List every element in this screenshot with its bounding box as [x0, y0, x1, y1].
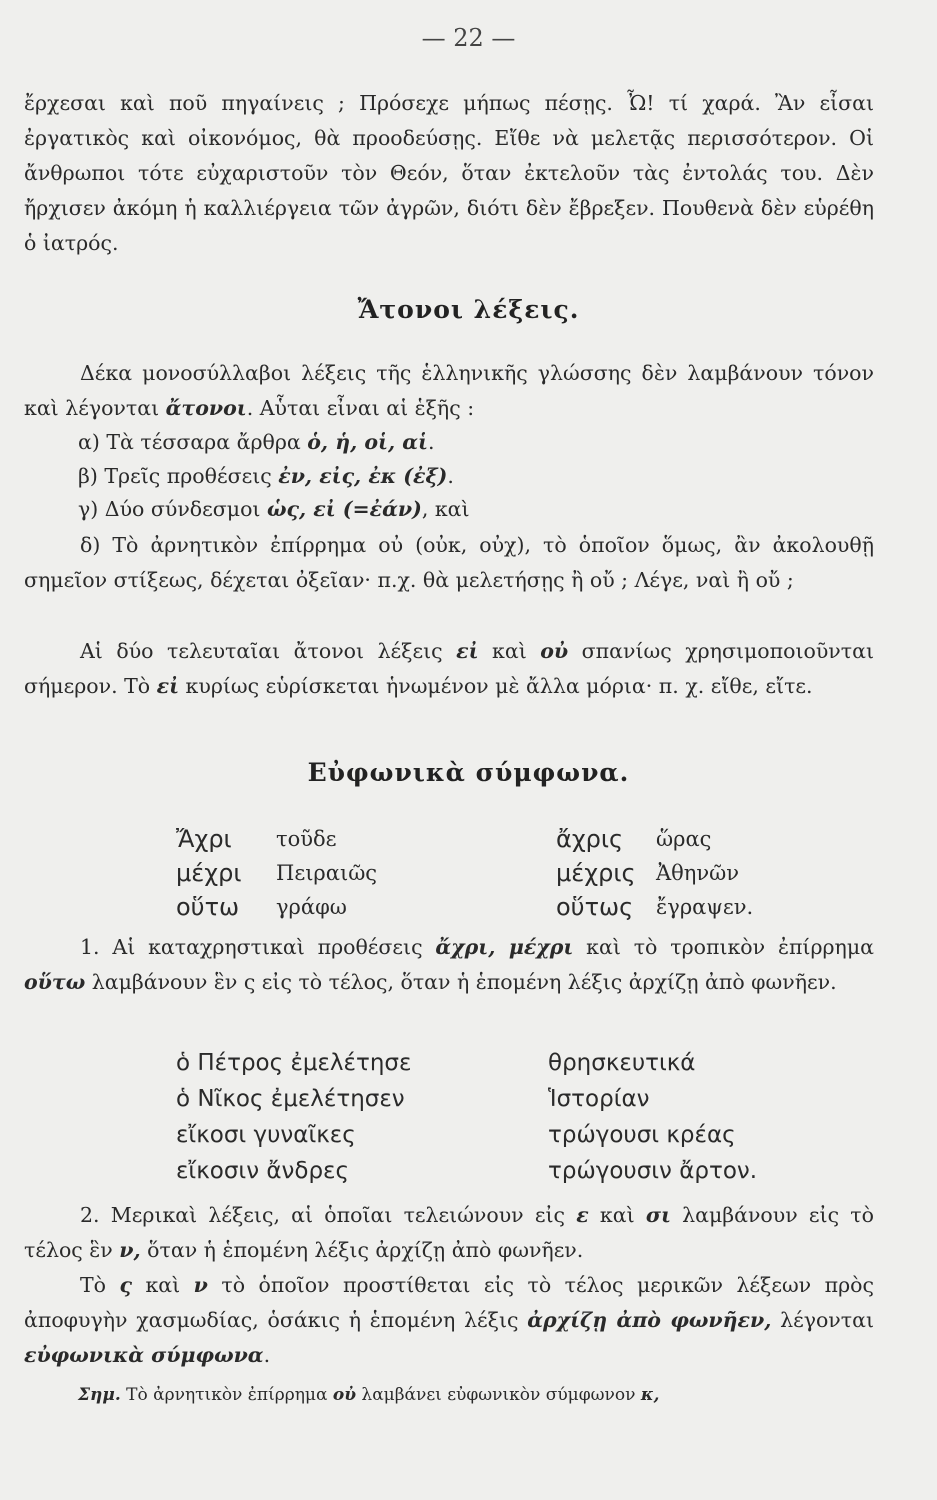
paragraph-4: [24, 930, 874, 1000]
term: ἐν, εἰς, ἐκ (ἐξ): [278, 463, 448, 488]
example-cell: εἴκοσι γυναῖκες: [176, 1122, 356, 1148]
heading-atonoi: Ἄτονοι λέξεις.: [357, 295, 580, 324]
text: Δέκα μονοσύλλαβοι λέξεις τῆς ἑλληνικῆς γλώσσης δὲν λαμβάνουν τόνον καὶ λέγονται: [24, 361, 874, 420]
text: .: [263, 1343, 271, 1367]
text: καὶ: [588, 1203, 646, 1227]
term: οὕτω: [24, 970, 86, 994]
text: , καὶ: [421, 497, 470, 521]
term: σι: [645, 1203, 671, 1227]
table-row: [176, 822, 876, 856]
term: ἄχρι, μέχρι: [435, 935, 574, 959]
term: κ,: [640, 1385, 660, 1405]
text: κυρίως εὑρίσκεται ἡνωμένον μὲ ἄλλα μόρια· π. χ. εἴθε, εἴτε.: [179, 674, 813, 698]
table-cell: ἄχρις: [556, 825, 624, 853]
table-cell: γράφω: [276, 895, 347, 919]
example-row: [176, 1117, 876, 1153]
example-cell: εἴκοσιν ἄνδρες: [176, 1158, 349, 1184]
heading-euphonika: Εὐφωνικὰ σύμφωνα.: [307, 758, 630, 787]
table-cell: οὕτως: [556, 893, 634, 921]
table-row: [176, 856, 876, 890]
paragraph-1: ἔρχεσαι καὶ ποῦ πηγαίνεις ; Πρόσεχε μήπως πέσῃς. Ὦ! τί χαρά. Ἂν εἶσαι ἐργατικὸς καὶ οἰκονόμος, θὰ προοδεύσῃς. Εἴθε νὰ μελετᾷς περισσότερον. Οἱ ἄνθρωποι τότε εὐχαριστοῦν τὸν Θεόν, ὅταν ἐκτελοῦν τὰς ἐντολάς του. Δὲν ἤρχισεν ἀκόμη ἡ καλλιέργεια τῶν ἀγρῶν, διότι δὲν ἔβρεξεν. Πουθενὰ δὲν εὑρέθη ὁ ἰατρός.: [24, 91, 874, 255]
table-cell: ἔγραψεν.: [656, 895, 754, 919]
paragraph-2: [24, 356, 874, 426]
table-cell: τοῦδε: [276, 827, 337, 851]
list-item: [78, 460, 878, 494]
text: .: [427, 430, 435, 454]
text: 1. Αἱ καταχρηστικαὶ προθέσεις: [80, 935, 436, 959]
text: καὶ τὸ τροπικὸν ἐπίρρημα: [573, 935, 875, 959]
text: Αἱ δύο τελευταῖαι ἄτονοι λέξεις: [80, 639, 457, 663]
note-label: Σημ.: [78, 1385, 121, 1405]
text: α) Τὰ τέσσαρα ἄρθρα: [78, 430, 308, 454]
text: Τὸ ἀρνητικὸν ἐπίρρημα: [120, 1385, 333, 1405]
text: γ) Δύο σύνδεσμοι: [78, 497, 267, 521]
footnote: [78, 1380, 878, 1410]
example-cell: θρησκευτικά: [548, 1050, 696, 1076]
example-cell: ὁ Πέτρος ἐμελέτησε: [176, 1050, 412, 1076]
example-cell: τρώγουσιν ἄρτον.: [548, 1158, 758, 1184]
text: λαμβάνουν ἓν ς εἰς τὸ τέλος, ὅταν ἡ ἑπομένη λέξις ἀρχίζῃ ἀπὸ φωνῆεν.: [85, 970, 837, 994]
term: ς: [119, 1273, 132, 1297]
text: λέγονται: [771, 1308, 874, 1332]
example-row: [176, 1045, 876, 1081]
text: λαμβάνουν εἰς τὸ τέλος ἓν: [24, 1203, 874, 1262]
paragraph-5: [24, 1198, 874, 1268]
paragraph-6: [24, 1268, 874, 1373]
example-row: [176, 1081, 876, 1117]
term: ὁ, ἡ, οἱ, αἱ: [307, 430, 428, 454]
table-cell: Ἀθηνῶν: [656, 861, 740, 885]
text: β) Τρεῖς προθέσεις: [78, 463, 279, 488]
list-atonoi: [78, 426, 878, 527]
table-cell: μέχρι: [176, 859, 242, 887]
page-number: — 22 —: [421, 24, 516, 52]
text: σπανίως χρησιμοποιοῦνται σήμερον. Τὸ: [24, 639, 874, 698]
paragraph-3: [24, 634, 874, 704]
table-cell: μέχρις: [556, 859, 636, 887]
term: ν: [193, 1273, 208, 1297]
term: ἀρχίζῃ ἀπὸ φωνῆεν,: [527, 1308, 772, 1332]
text: . Αὗται εἶναι αἱ ἑξῆς :: [246, 396, 475, 420]
text: καὶ: [131, 1273, 194, 1297]
text: ὅταν ἡ ἑπομένη λέξις ἀρχίζῃ ἀπὸ φωνῆεν.: [140, 1238, 584, 1262]
term: ε: [576, 1203, 589, 1227]
text: τὸ ὁποῖον προστίθεται εἰς τὸ τέλος μερικῶν λέξεων πρὸς ἀποφυγὴν χασμωδίας, ὁσάκις ἡ ἑπομένη λέξις: [24, 1273, 874, 1332]
term: εὐφωνικὰ σύμφωνα: [24, 1343, 264, 1367]
examples-block: [176, 1045, 876, 1189]
term: ν,: [119, 1238, 141, 1262]
paragraph-item-d: δ) Τὸ ἀρνητικὸν ἐπίρρημα οὐ (οὐκ, οὐχ), τὸ ὁποῖον ὅμως, ἂν ἀκολουθῇ σημεῖον στίξεως, δέχεται ὀξεῖαν· π.χ. θὰ μελετήσῃς ἢ οὔ ; Λέγε, ναὶ ἢ οὔ ;: [24, 533, 874, 592]
term: οὐ: [332, 1385, 357, 1405]
term: εἰ: [456, 639, 479, 663]
term: ὡς, εἰ (=ἐάν): [266, 497, 422, 521]
example-row: [176, 1153, 876, 1189]
table-row: [176, 890, 876, 924]
text: Τὸ: [80, 1273, 120, 1297]
list-item: [78, 493, 878, 527]
example-cell: ὁ Νῖκος ἐμελέτησεν: [176, 1086, 405, 1112]
text: λαμβάνει εὐφωνικὸν σύμφωνον: [356, 1385, 641, 1405]
text: .: [447, 463, 454, 488]
example-cell: τρώγουσι κρέας: [548, 1122, 736, 1148]
example-cell: Ἱστορίαν: [548, 1086, 650, 1112]
term: ἄτονοι: [165, 396, 247, 420]
table-cell: Πειραιῶς: [276, 861, 378, 885]
euphonic-table: [176, 822, 876, 924]
table-cell: ὥρας: [656, 827, 712, 851]
text: 2. Μερικαὶ λέξεις, αἱ ὁποῖαι τελειώνουν εἰς: [80, 1203, 577, 1227]
table-cell: Ἄχρι: [176, 825, 232, 853]
list-item: [78, 426, 878, 460]
text: καὶ: [478, 639, 541, 663]
term: οὐ: [540, 639, 569, 663]
table-cell: οὕτω: [176, 893, 240, 921]
term: εἰ: [156, 674, 180, 698]
